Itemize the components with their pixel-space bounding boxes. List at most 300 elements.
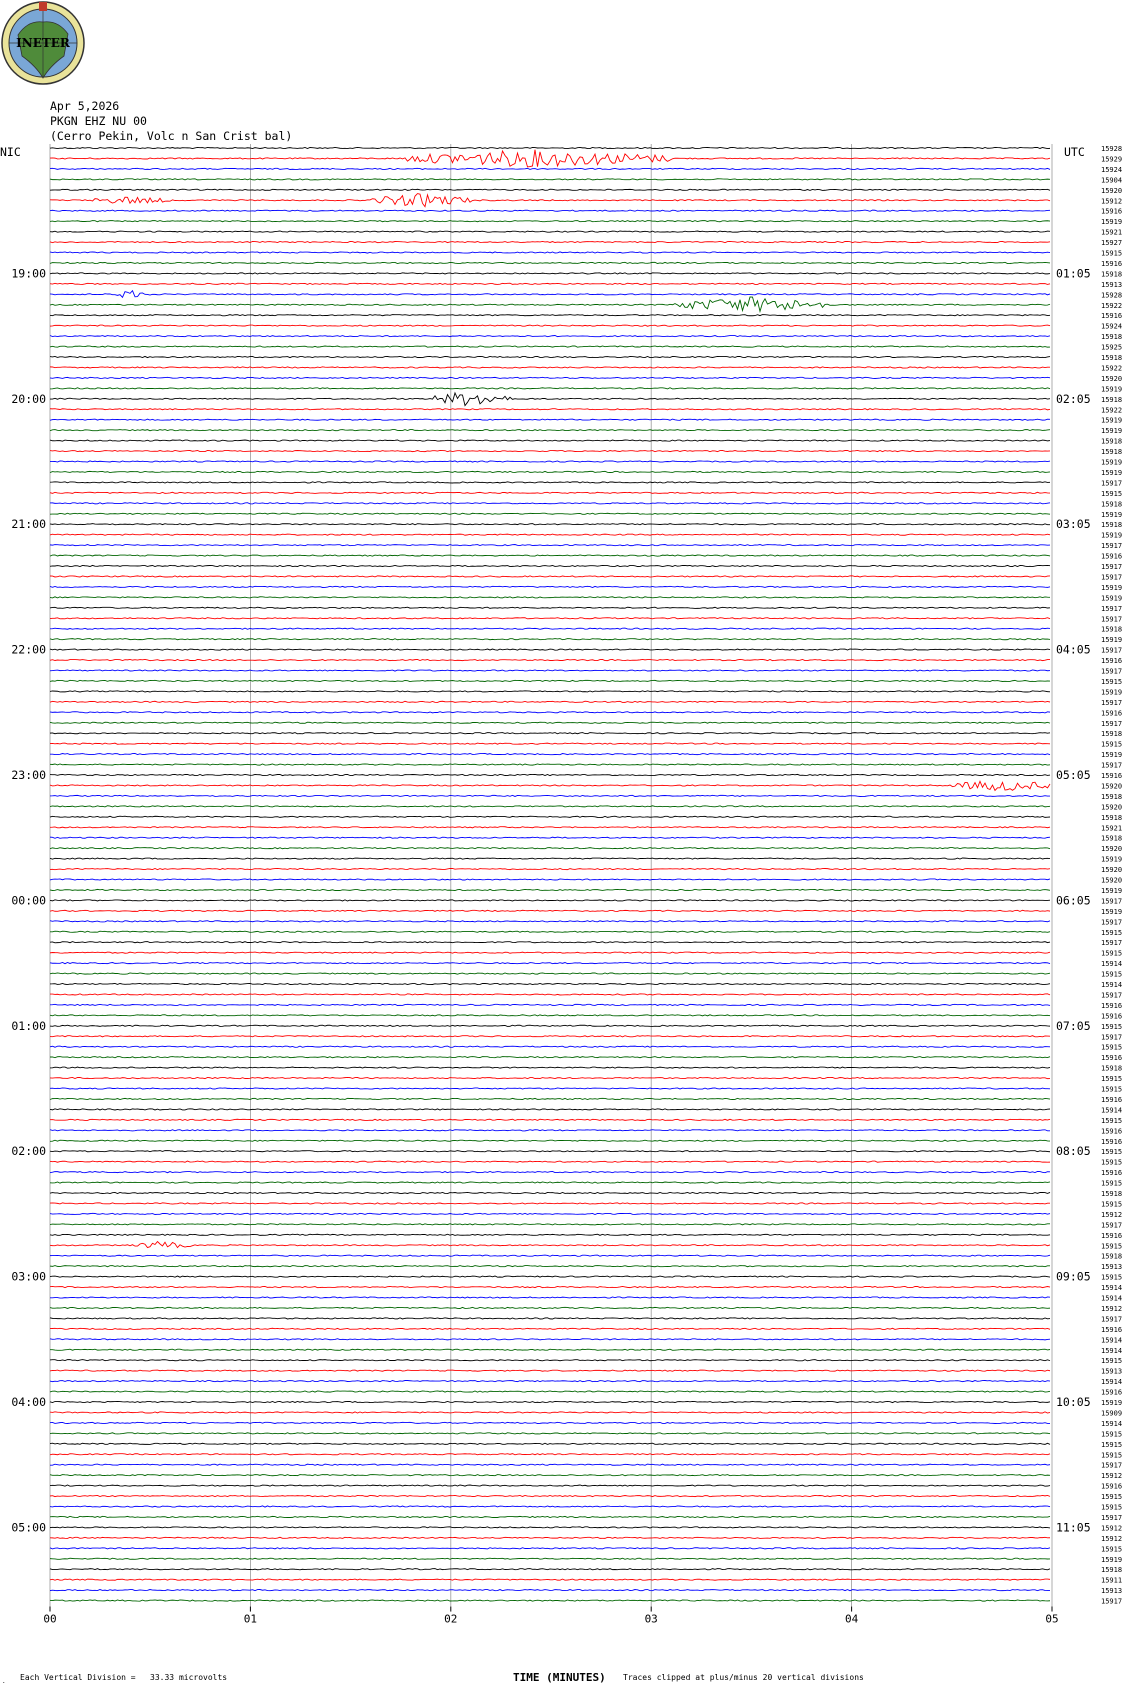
trace-value-label: 15916	[1101, 1231, 1123, 1240]
trace-20	[50, 356, 1050, 357]
trace-value-label: 15916	[1101, 1127, 1123, 1136]
trace-10	[50, 252, 1050, 253]
trace-value-label: 15913	[1101, 280, 1123, 289]
trace-133	[50, 1537, 1050, 1538]
trace-value-label: 15917	[1101, 573, 1123, 582]
trace-45	[50, 618, 1050, 619]
trace-value-label: 15918	[1101, 1252, 1123, 1261]
utc-timezone-label: UTC	[1064, 145, 1085, 159]
trace-value-label: 15919	[1101, 688, 1123, 697]
trace-137	[50, 1579, 1050, 1580]
trace-value-label: 15915	[1101, 928, 1123, 937]
trace-135	[50, 1558, 1050, 1559]
trace-value-label: 15915	[1101, 1273, 1123, 1282]
right-time-label: 04:05	[1056, 642, 1091, 657]
clip-note: Traces clipped at plus/minus 20 vertical divisions	[623, 1673, 864, 1682]
trace-value-label: 15919	[1101, 427, 1123, 436]
trace-56	[50, 733, 1050, 734]
trace-8	[50, 231, 1050, 232]
trace-75	[50, 931, 1050, 932]
trace-44	[50, 607, 1050, 608]
trace-value-label: 15917	[1101, 1033, 1123, 1042]
trace-value-label: 15919	[1101, 218, 1123, 227]
trace-value-label: 15912	[1101, 1534, 1123, 1543]
trace-64	[50, 816, 1050, 817]
trace-23	[50, 388, 1050, 389]
trace-57	[50, 743, 1050, 744]
local-timezone-label: NIC	[0, 145, 21, 159]
trace-27	[50, 430, 1050, 431]
left-time-label: 01:00	[11, 1018, 46, 1033]
trace-33	[50, 492, 1050, 493]
trace-value-label: 15919	[1101, 583, 1123, 592]
trace-value-label: 15915	[1101, 1158, 1123, 1167]
trace-value-label: 15915	[1101, 1022, 1123, 1031]
trace-100	[50, 1192, 1050, 1193]
trace-138	[50, 1590, 1050, 1591]
trace-38	[50, 545, 1050, 546]
trace-32	[50, 482, 1050, 483]
trace-52	[50, 691, 1050, 692]
trace-value-label: 15921	[1101, 824, 1123, 833]
minute-gridlines	[50, 144, 1052, 1607]
trace-value-label: 15918	[1101, 1064, 1123, 1073]
trace-119	[50, 1391, 1050, 1392]
trace-13	[50, 283, 1050, 284]
trace-value-label: 15916	[1101, 772, 1123, 780]
trace-24	[50, 393, 1050, 406]
trace-value-label: 15918	[1101, 354, 1123, 362]
trace-value-label: 15912	[1101, 1524, 1123, 1533]
trace-value-label: 15924	[1101, 165, 1123, 174]
left-time-label: 20:00	[11, 391, 46, 406]
trace-value-label: 15928	[1101, 291, 1123, 300]
trace-70	[50, 879, 1050, 880]
x-tick-label: 02	[444, 1612, 458, 1626]
trace-value-label: 15913	[1101, 1367, 1123, 1376]
trace-value-label: 15915	[1101, 1440, 1123, 1449]
trace-value-label: 15919	[1101, 385, 1123, 394]
trace-91	[50, 1098, 1050, 1099]
trace-29	[50, 450, 1050, 451]
trace-115	[50, 1349, 1050, 1350]
x-tick-label: 05	[1045, 1612, 1059, 1626]
trace-116	[50, 1360, 1050, 1361]
trace-128	[50, 1485, 1050, 1486]
trace-3	[50, 179, 1050, 180]
trace-76	[50, 942, 1050, 943]
trace-46	[50, 628, 1050, 629]
trace-value-label: 15917	[1101, 604, 1123, 613]
trace-25	[50, 409, 1050, 410]
trace-40	[50, 565, 1050, 566]
trace-63	[50, 806, 1050, 807]
trace-value-label: 15911	[1101, 1576, 1123, 1585]
trace-71	[50, 889, 1050, 890]
trace-83	[50, 1015, 1050, 1016]
trace-77	[50, 952, 1050, 953]
trace-79	[50, 973, 1050, 974]
trace-12	[50, 273, 1050, 274]
trace-21	[50, 367, 1050, 368]
trace-value-label: 15916	[1101, 1012, 1123, 1021]
trace-value-label: 15920	[1101, 845, 1123, 854]
trace-value-label: 15919	[1101, 886, 1123, 895]
trace-value-label: 15916	[1101, 207, 1123, 216]
trace-59	[50, 764, 1050, 765]
trace-value-label: 15912	[1101, 1472, 1123, 1481]
trace-value-label: 15919	[1101, 416, 1123, 425]
division-note: Each Vertical Division = 33.33 microvolts	[20, 1673, 228, 1682]
trace-value-label: 15918	[1101, 270, 1123, 279]
trace-value-label: 15915	[1101, 1085, 1123, 1094]
trace-value-label: 15918	[1101, 1190, 1123, 1198]
trace-80	[50, 983, 1050, 984]
trace-65	[50, 827, 1050, 828]
trace-value-label: 15929	[1101, 155, 1123, 164]
trace-67	[50, 848, 1050, 849]
trace-107	[50, 1266, 1050, 1267]
trace-55	[50, 722, 1050, 723]
trace-value-label: 15916	[1101, 259, 1123, 268]
trace-11	[50, 262, 1050, 263]
trace-26	[50, 419, 1050, 420]
trace-value-label: 15915	[1101, 740, 1123, 749]
trace-43	[50, 597, 1050, 598]
trace-14	[50, 291, 1050, 298]
trace-5	[50, 194, 1050, 207]
x-axis-label: TIME (MINUTES)	[513, 1671, 606, 1684]
trace-101	[50, 1203, 1050, 1204]
trace-value-label: 15917	[1101, 563, 1123, 571]
corner-mark: .	[2, 1678, 6, 1685]
trace-123	[50, 1433, 1050, 1434]
trace-86	[50, 1046, 1050, 1047]
trace-value-label: 15920	[1101, 876, 1123, 885]
trace-value-label: 15914	[1101, 1106, 1123, 1115]
trace-131	[50, 1516, 1050, 1517]
trace-4	[50, 189, 1050, 190]
trace-124	[50, 1443, 1050, 1444]
right-time-label: 05:05	[1056, 768, 1091, 782]
trace-118	[50, 1381, 1050, 1382]
trace-16	[50, 315, 1050, 316]
trace-value-label: 15927	[1101, 239, 1123, 248]
trace-139	[50, 1600, 1050, 1601]
trace-value-label: 15917	[1101, 646, 1123, 655]
left-time-label: 04:00	[11, 1395, 46, 1409]
trace-value-label: 15918	[1101, 395, 1123, 404]
right-time-label: 10:05	[1056, 1395, 1091, 1409]
trace-value-label: 15917	[1101, 698, 1123, 707]
trace-value-label: 15915	[1101, 1451, 1123, 1460]
left-time-label: 02:00	[11, 1144, 46, 1159]
trace-103	[50, 1224, 1050, 1225]
right-time-label: 09:05	[1056, 1269, 1091, 1284]
trace-value-label: 15915	[1101, 249, 1123, 258]
trace-value-label: 15917	[1101, 542, 1123, 551]
trace-value-labels	[1101, 145, 1122, 1606]
trace-value-label: 15917	[1101, 918, 1123, 927]
trace-value-label: 15917	[1101, 1513, 1123, 1522]
trace-value-label: 15914	[1101, 1378, 1123, 1387]
trace-value-label: 15917	[1101, 667, 1123, 676]
logo-text: INETER	[16, 36, 70, 50]
trace-89	[50, 1077, 1050, 1078]
trace-111	[50, 1307, 1050, 1308]
trace-value-label: 15919	[1101, 636, 1123, 645]
trace-95	[50, 1140, 1050, 1141]
right-time-label: 11:05	[1056, 1520, 1091, 1535]
trace-120	[50, 1401, 1050, 1402]
trace-value-label: 15917	[1101, 1221, 1123, 1230]
trace-value-label: 15922	[1101, 406, 1123, 415]
trace-value-label: 15917	[1101, 761, 1123, 770]
trace-value-label: 15916	[1101, 312, 1123, 321]
trace-value-label: 15921	[1101, 228, 1123, 237]
channel-label: PKGN EHZ NU 00	[50, 114, 147, 128]
trace-87	[50, 1057, 1050, 1058]
trace-value-label: 15920	[1101, 803, 1123, 812]
trace-value-label: 15928	[1101, 145, 1123, 153]
x-tick-label: 04	[844, 1612, 859, 1626]
trace-value-label: 15914	[1101, 981, 1123, 989]
trace-130	[50, 1506, 1050, 1507]
trace-value-label: 15915	[1101, 1545, 1123, 1554]
trace-74	[50, 921, 1050, 922]
trace-19	[50, 346, 1050, 347]
right-time-label: 03:05	[1056, 517, 1091, 532]
date-label: Apr 5,2026	[50, 99, 120, 113]
trace-value-label: 15917	[1101, 897, 1123, 906]
trace-132	[50, 1527, 1050, 1528]
trace-value-label: 15918	[1101, 437, 1123, 446]
trace-88	[50, 1067, 1050, 1068]
trace-121	[50, 1412, 1050, 1413]
trace-value-label: 15915	[1101, 1242, 1123, 1251]
trace-value-label: 15916	[1101, 1325, 1123, 1334]
trace-value-label: 15917	[1101, 991, 1123, 1000]
trace-value-label: 15916	[1101, 552, 1123, 561]
trace-110	[50, 1297, 1050, 1298]
x-tick-label: 03	[644, 1612, 658, 1626]
trace-98	[50, 1172, 1050, 1173]
trace-value-label: 15915	[1101, 1116, 1123, 1125]
trace-value-label: 15916	[1101, 1095, 1123, 1104]
trace-106	[50, 1255, 1050, 1256]
trace-60	[50, 774, 1050, 775]
trace-97	[50, 1161, 1050, 1162]
trace-value-label: 15919	[1101, 531, 1123, 540]
trace-37	[50, 534, 1050, 535]
left-time-label: 23:00	[11, 768, 46, 782]
trace-value-label: 15915	[1101, 949, 1123, 958]
trace-value-label: 15918	[1101, 730, 1123, 739]
trace-value-label: 15915	[1101, 489, 1123, 498]
trace-35	[50, 513, 1050, 514]
trace-value-label: 15916	[1101, 709, 1123, 718]
trace-18	[50, 336, 1050, 337]
trace-102	[50, 1213, 1050, 1214]
trace-value-label: 15916	[1101, 1482, 1123, 1491]
x-axis	[43, 1607, 1058, 1626]
trace-53	[50, 701, 1050, 702]
left-time-label: 22:00	[11, 642, 46, 657]
trace-value-label: 15918	[1101, 625, 1123, 634]
trace-34	[50, 503, 1050, 504]
trace-value-label: 15916	[1101, 1137, 1123, 1146]
trace-51	[50, 680, 1050, 681]
right-time-label: 02:05	[1056, 391, 1091, 406]
trace-81	[50, 994, 1050, 995]
trace-50	[50, 670, 1050, 671]
trace-112	[50, 1318, 1050, 1319]
trace-value-label: 15914	[1101, 1284, 1123, 1293]
trace-127	[50, 1475, 1050, 1476]
trace-85	[50, 1036, 1050, 1037]
left-time-label: 19:00	[11, 266, 46, 281]
trace-114	[50, 1339, 1050, 1340]
trace-value-label: 15918	[1101, 448, 1123, 457]
trace-value-label: 15924	[1101, 322, 1123, 331]
trace-30	[50, 461, 1050, 462]
trace-113	[50, 1328, 1050, 1329]
trace-value-label: 15920	[1101, 374, 1123, 383]
trace-17	[50, 325, 1050, 326]
trace-value-label: 15919	[1101, 1555, 1123, 1564]
trace-value-label: 15917	[1101, 1461, 1123, 1470]
trace-68	[50, 858, 1050, 859]
trace-6	[50, 210, 1050, 211]
trace-84	[50, 1025, 1050, 1026]
trace-82	[50, 1004, 1050, 1005]
trace-value-label: 15920	[1101, 866, 1123, 875]
trace-48	[50, 649, 1050, 650]
trace-value-label: 15915	[1101, 1075, 1123, 1084]
trace-136	[50, 1569, 1050, 1570]
trace-value-label: 15915	[1101, 1430, 1123, 1439]
trace-31	[50, 471, 1050, 472]
trace-value-label: 15914	[1101, 1294, 1123, 1303]
trace-69	[50, 868, 1050, 869]
trace-value-label: 15912	[1101, 1210, 1123, 1219]
trace-108	[50, 1276, 1050, 1277]
trace-104	[50, 1234, 1050, 1235]
trace-1	[50, 150, 1050, 167]
trace-value-label: 15916	[1101, 1001, 1123, 1010]
trace-value-label: 15909	[1101, 1409, 1123, 1418]
trace-28	[50, 440, 1050, 441]
trace-value-label: 15919	[1101, 458, 1123, 467]
right-time-label: 06:05	[1056, 893, 1091, 908]
trace-value-label: 15914	[1101, 1336, 1123, 1345]
trace-value-label: 15914	[1101, 1346, 1123, 1355]
left-time-label: 05:00	[11, 1520, 46, 1535]
trace-value-label: 15915	[1101, 677, 1123, 686]
trace-value-label: 15913	[1101, 1263, 1123, 1272]
trace-value-label: 15918	[1101, 792, 1123, 801]
trace-62	[50, 795, 1050, 796]
trace-105	[50, 1242, 1050, 1248]
seismic-traces	[50, 147, 1050, 1601]
left-time-label: 21:00	[11, 517, 46, 532]
trace-93	[50, 1119, 1050, 1120]
trace-value-label: 15915	[1101, 1357, 1123, 1366]
trace-value-label: 15917	[1101, 615, 1123, 624]
right-time-label: 08:05	[1056, 1144, 1091, 1159]
trace-value-label: 15920	[1101, 186, 1123, 195]
trace-value-label: 15918	[1101, 1566, 1123, 1575]
trace-value-label: 15912	[1101, 197, 1123, 206]
trace-value-label: 15914	[1101, 1419, 1123, 1428]
site-label: (Cerro Pekin, Volc n San Crist bal)	[50, 129, 293, 143]
right-time-label: 07:05	[1056, 1018, 1091, 1033]
x-tick-label: 01	[243, 1612, 258, 1626]
trace-value-label: 15918	[1101, 813, 1123, 822]
trace-73	[50, 910, 1050, 911]
trace-value-label: 15919	[1101, 594, 1123, 603]
trace-94	[50, 1130, 1050, 1131]
left-time-label: 00:00	[11, 893, 46, 908]
trace-value-label: 15916	[1101, 1169, 1123, 1178]
trace-value-label: 15912	[1101, 1304, 1123, 1313]
trace-41	[50, 576, 1050, 577]
trace-value-label: 15916	[1101, 1388, 1123, 1397]
trace-66	[50, 837, 1050, 838]
trace-7	[50, 221, 1050, 222]
trace-109	[50, 1286, 1050, 1287]
trace-42	[50, 586, 1050, 587]
trace-value-label: 15922	[1101, 364, 1123, 373]
trace-58	[50, 754, 1050, 755]
trace-value-label: 15915	[1101, 970, 1123, 979]
trace-47	[50, 639, 1050, 640]
trace-value-label: 15915	[1101, 1179, 1123, 1188]
trace-value-label: 15915	[1101, 1148, 1123, 1157]
x-tick-label: 00	[43, 1612, 57, 1626]
trace-value-label: 15919	[1101, 1399, 1123, 1407]
trace-value-label: 15913	[1101, 1587, 1123, 1596]
trace-value-label: 15918	[1101, 500, 1123, 509]
trace-value-label: 15917	[1101, 719, 1123, 728]
trace-value-label: 15917	[1101, 479, 1123, 488]
trace-72	[50, 900, 1050, 901]
trace-value-label: 15919	[1101, 855, 1123, 864]
trace-value-label: 15918	[1101, 333, 1123, 342]
trace-39	[50, 555, 1050, 556]
trace-61	[50, 781, 1050, 790]
trace-96	[50, 1151, 1050, 1152]
trace-value-label: 15920	[1101, 782, 1123, 791]
trace-value-label: 15918	[1101, 521, 1123, 530]
trace-134	[50, 1548, 1050, 1549]
trace-9	[50, 241, 1050, 242]
trace-129	[50, 1495, 1050, 1496]
trace-value-label: 15915	[1101, 1493, 1123, 1502]
trace-2	[50, 168, 1050, 169]
trace-value-label: 15915	[1101, 1200, 1123, 1209]
trace-value-label: 15918	[1101, 834, 1123, 843]
trace-value-label: 15917	[1101, 939, 1123, 948]
trace-value-label: 15925	[1101, 343, 1123, 352]
trace-value-label: 15917	[1101, 1597, 1123, 1606]
trace-value-label: 15917	[1101, 1315, 1123, 1324]
trace-value-label: 15915	[1101, 1503, 1123, 1512]
trace-90	[50, 1088, 1050, 1089]
trace-value-label: 15919	[1101, 510, 1123, 519]
trace-value-label: 15919	[1101, 907, 1123, 916]
trace-15	[50, 297, 1050, 311]
